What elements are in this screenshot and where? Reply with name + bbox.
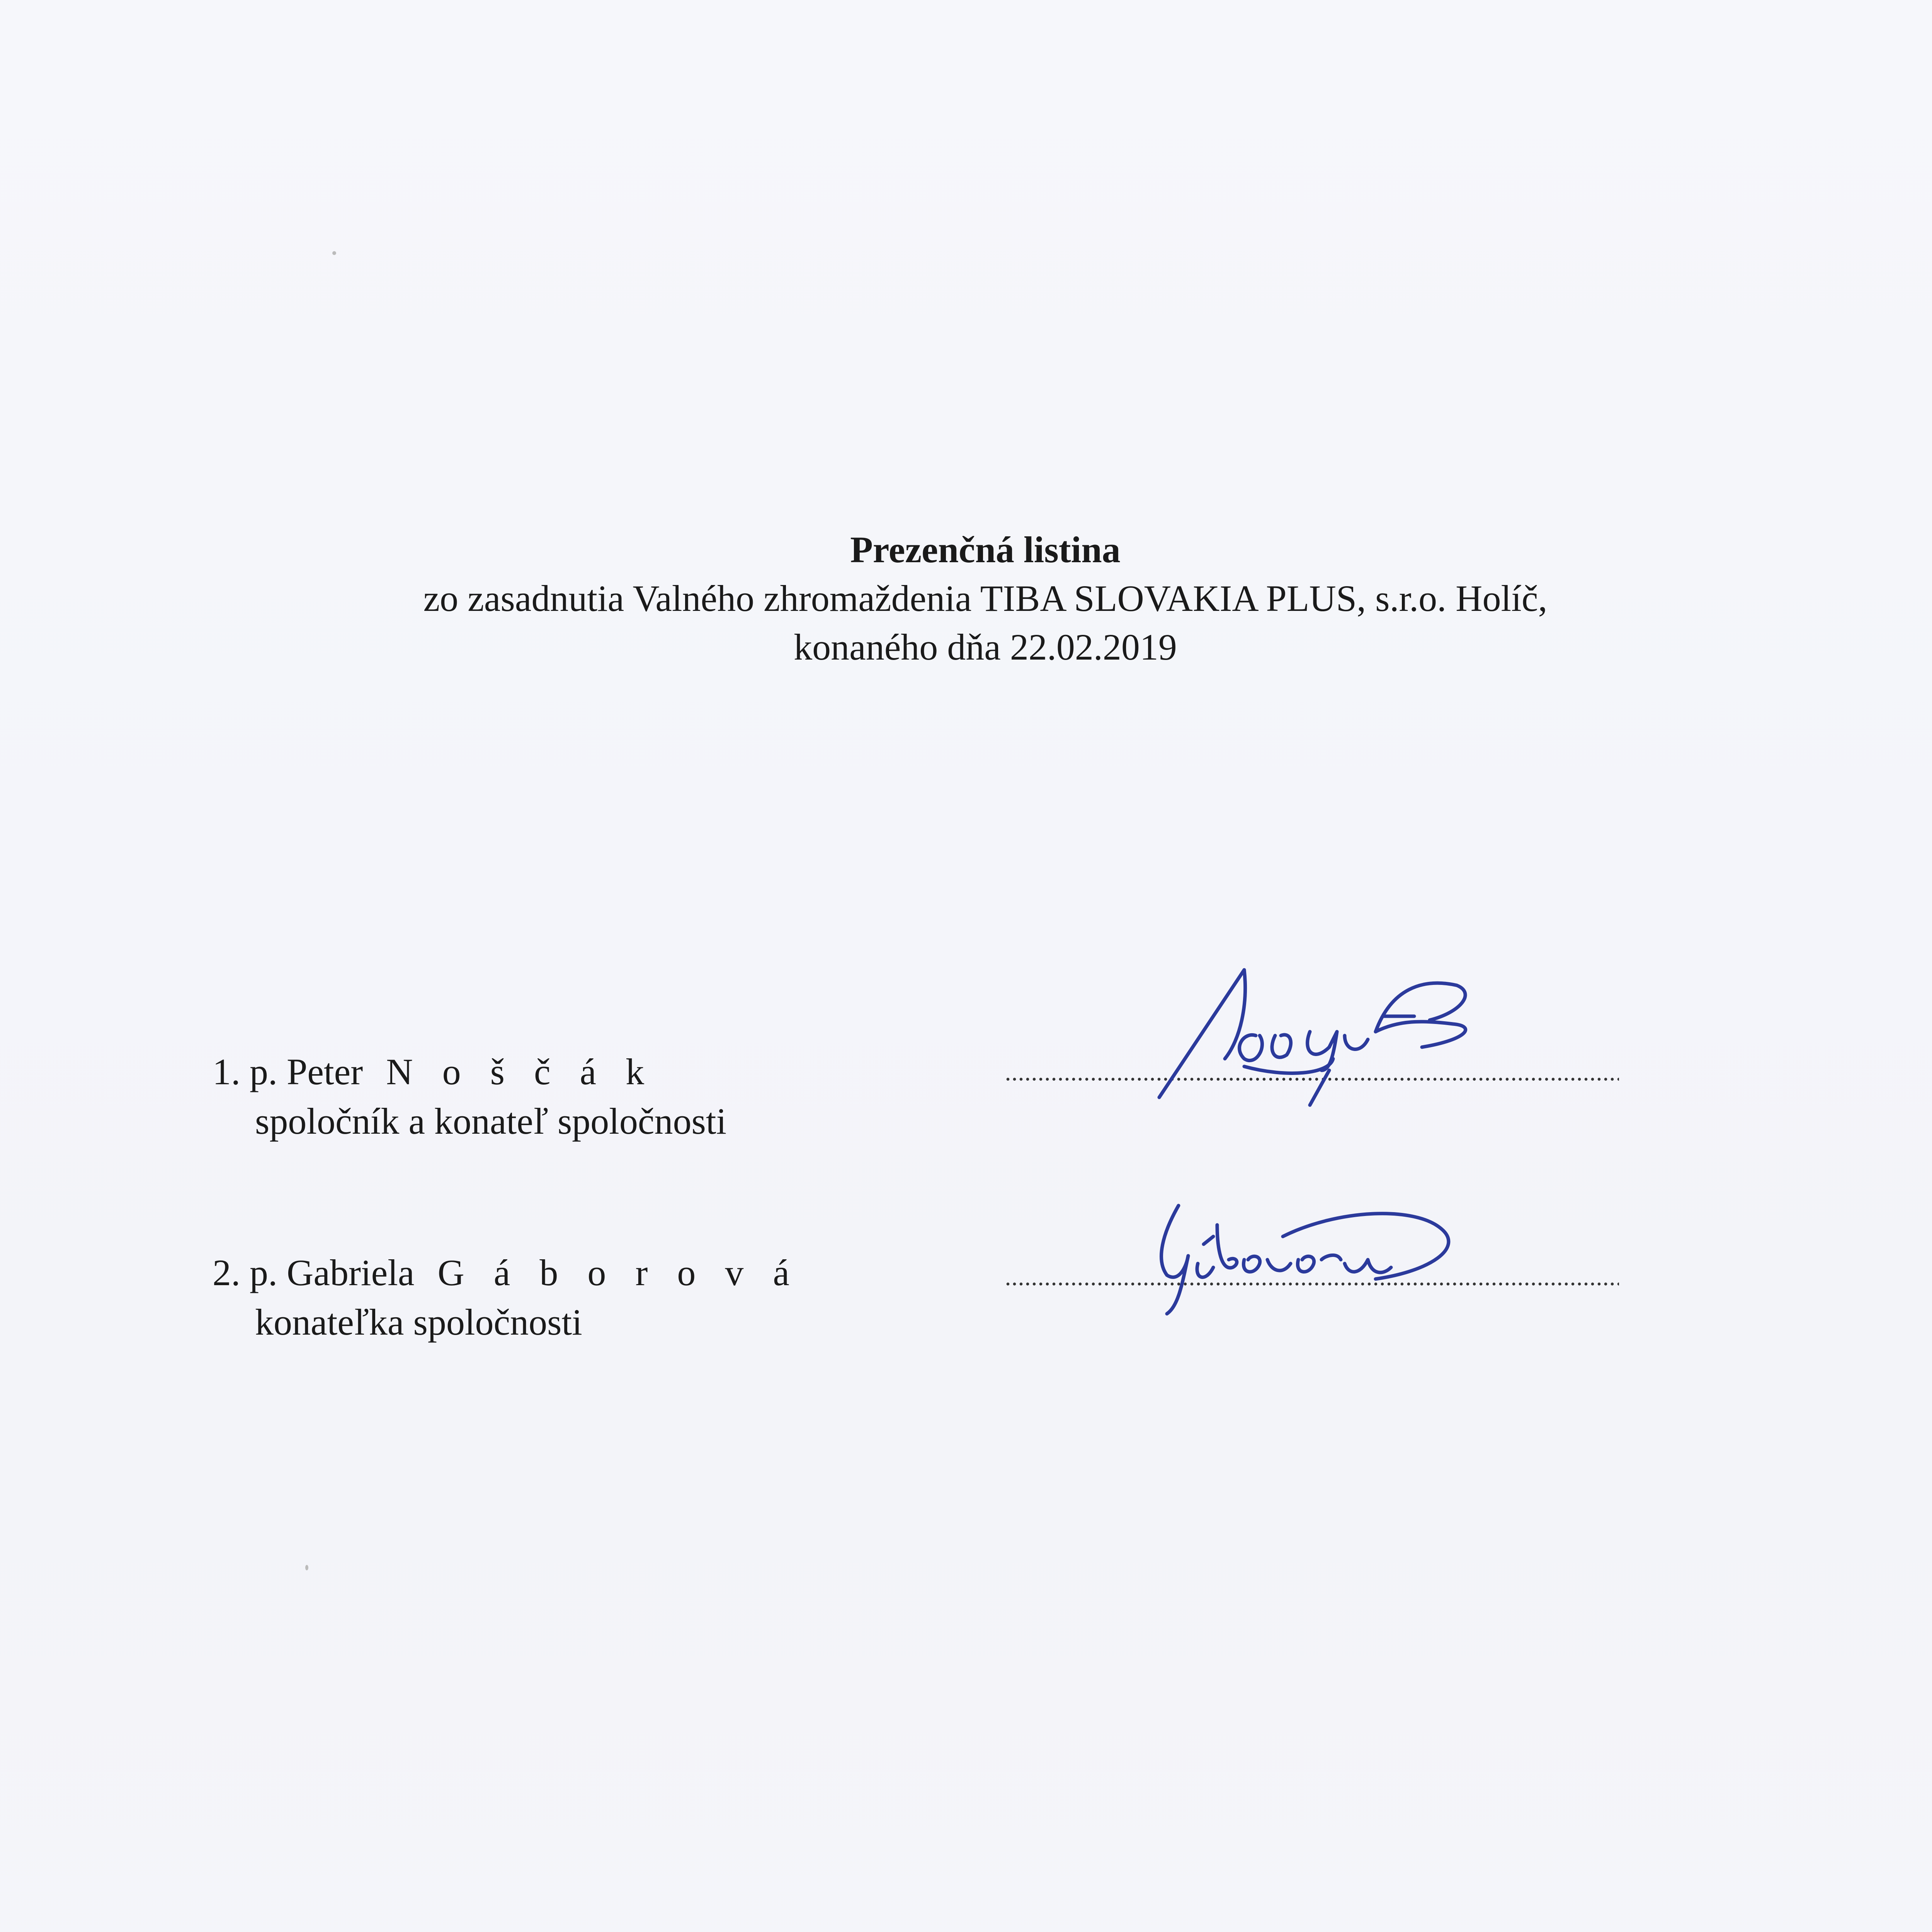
attendee-2 (213, 1248, 799, 1347)
attendee-1-role: spoločník a konateľ spoločnosti (255, 1100, 727, 1142)
document-header (0, 526, 1932, 672)
attendee-1-signature (1128, 943, 1492, 1128)
attendee-2-name-row (213, 1248, 799, 1298)
attendee-2-signature (1121, 1190, 1484, 1321)
document-title: Prezenčná listina (850, 529, 1121, 570)
scan-speck (305, 1565, 308, 1570)
scan-speck (332, 251, 336, 255)
attendee-1-salutation: p. Peter (250, 1051, 363, 1092)
attendee-1-number: 1. (213, 1051, 240, 1092)
attendee-2-number: 2. (213, 1252, 240, 1293)
attendee-1-surname: N o š č á k (386, 1051, 655, 1092)
attendee-1-name-row (213, 1047, 726, 1097)
attendee-1 (213, 1047, 726, 1146)
document-subtitle-line-1: zo zasadnutia Valného zhromaždenia TIBA SLOVAKIA PLUS, s.r.o. Holíč, (423, 578, 1548, 619)
attendee-2-salutation: p. Gabriela (250, 1252, 415, 1293)
document-subtitle-line-2: konaného dňa 22.02.2019 (794, 626, 1177, 668)
attendee-2-role: konateľka spoločnosti (255, 1301, 582, 1343)
attendee-2-surname: G á b o r o v á (437, 1252, 799, 1293)
